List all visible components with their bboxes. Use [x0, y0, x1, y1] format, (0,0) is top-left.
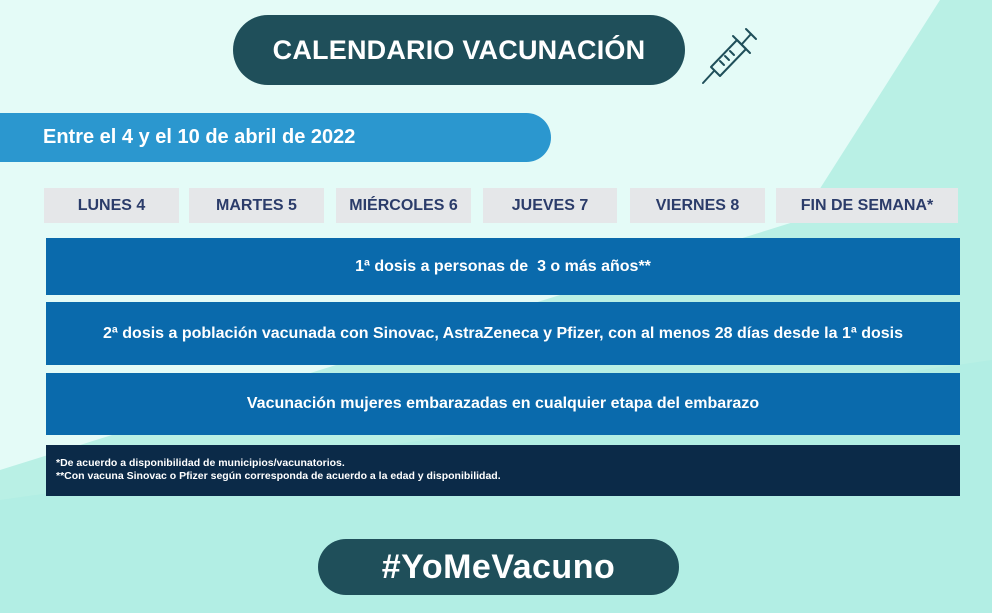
syringe-icon	[700, 20, 760, 86]
title-banner	[233, 15, 685, 85]
schedule-row-text: Vacunación mujeres embarazadas en cualquier etapa del embarazo	[246, 395, 760, 412]
date-range-text: Entre el 4 y el 10 de abril de 2022	[43, 126, 356, 148]
footnotes	[46, 445, 960, 496]
schedule-row-text: 2ª dosis a población vacunada con Sinovac, AstraZeneca y Pfizer, con al menos 28 días desde la 1ª dosis	[103, 324, 903, 342]
day-weekend: FIN DE SEMANA*	[776, 188, 958, 223]
schedule-row-first-dose	[46, 238, 960, 295]
date-range-banner	[0, 113, 551, 162]
day-wednesday: MIÉRCOLES 6	[336, 188, 471, 223]
footnote-2: **Con vacuna Sinovac o Pfizer según corresponda de acuerdo a la edad y disponibilidad.	[56, 470, 501, 482]
hashtag-text: #YoMeVacuno	[381, 547, 616, 586]
hashtag-banner	[318, 539, 679, 595]
day-tuesday: MARTES 5	[189, 188, 324, 223]
day-friday: VIERNES 8	[630, 188, 765, 223]
page-title: CALENDARIO VACUNACIÓN	[272, 34, 646, 65]
day-thursday: JUEVES 7	[483, 188, 617, 223]
schedule-row-text: 1ª dosis a personas de 3 o más años**	[355, 257, 651, 275]
footnote-1: *De acuerdo a disponibilidad de municipios/vacunatorios.	[56, 457, 345, 469]
schedule-row-pregnant	[46, 373, 960, 435]
schedule-row-second-dose	[46, 302, 960, 365]
day-monday: LUNES 4	[44, 188, 179, 223]
